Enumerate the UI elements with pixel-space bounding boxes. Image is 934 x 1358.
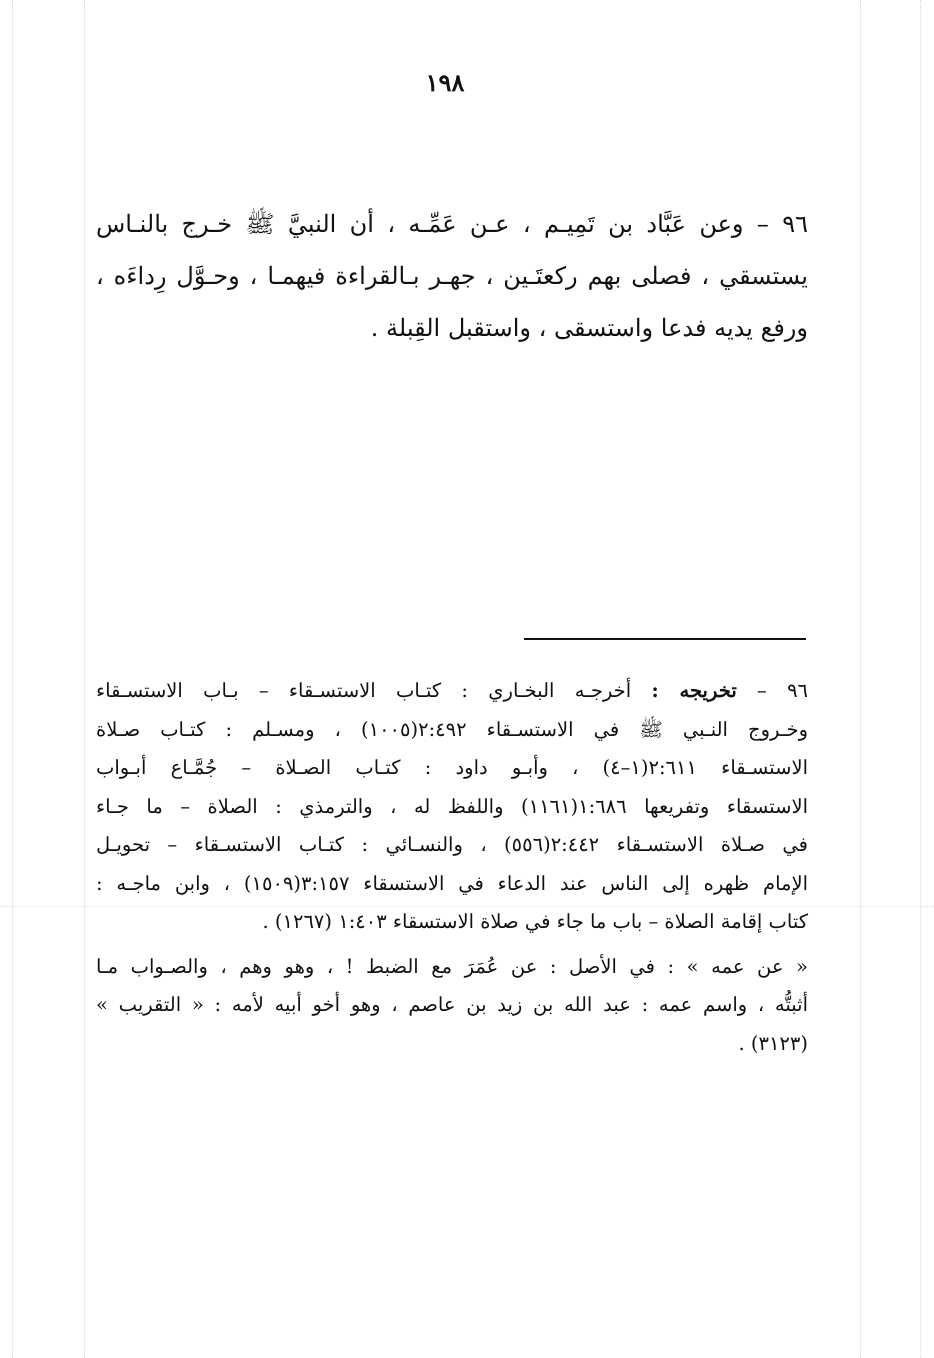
scan-guide-line xyxy=(920,0,921,1358)
takhrij-first-line xyxy=(96,672,808,711)
hadith-line: ورفع يديه فدعا واستسقى ، واستقبل القِبلة . xyxy=(370,314,808,342)
footnotes xyxy=(96,672,808,1063)
footnote-separator xyxy=(524,638,806,640)
hadith-line: ٩٦ – وعن عَبَّاد بن تَمِيـم ، عـن عَمِّـه ، أن النبيَّ ﷺ خـرج بالنـاس xyxy=(96,210,808,238)
takhrij-line: الإمام ظهره إلى الناس عند الدعاء في الاستسقاء ٣:١٥٧(١٥٠٩) ، وابن ماجـه : xyxy=(96,871,808,895)
scan-guide-line xyxy=(12,0,13,1358)
hadith-text xyxy=(96,198,808,354)
footnote-number: ٩٦ – xyxy=(757,679,809,702)
note-line: « عن عمه » : في الأصل : عن عُمَرَ مع الضبط ! ، وهو وهم ، والصـواب مـا xyxy=(96,954,808,978)
takhrij-line: وخـروج النـبي ﷺ في الاستسـقاء ٢:٤٩٢(١٠٠٥) ، ومسـلم : كتـاب صـلاة xyxy=(96,717,809,741)
hadith-line: يستسقي ، فصلى بهم ركعتَـين ، جهـر بـالقراءة فيهمـا ، وحـوَّل رِداءَه ، xyxy=(96,262,808,290)
takhrij-line: الاستسـقاء ٢:٦١١(١–٤) ، وأبـو داود : كتـاب الصـلاة – جُمَّـاع أبـواب xyxy=(96,756,808,779)
scan-guide-line xyxy=(84,0,85,1358)
takhrij-heading: تخريجه : xyxy=(651,679,737,702)
page-number: ١٩٨ xyxy=(425,68,465,97)
takhrij-line: كتاب إقامة الصلاة – باب ما جاء في صلاة الاستسقاء ١:٤٠٣ (١٢٦٧) . xyxy=(262,910,808,933)
takhrij-line: أخرجـه البخـاري : كتـاب الاستسـقاء – بـاب الاستسـقاء xyxy=(96,679,632,702)
takhrij-line: في صـلاة الاستسـقاء ٢:٤٤٢(٥٥٦) ، والنسـائي : كتـاب الاستسـقاء – تحويـل xyxy=(96,833,808,856)
scan-guide-line xyxy=(860,0,861,1358)
note-line: (٣١٢٣) . xyxy=(738,1031,808,1055)
note-line: أثبتُّه ، واسم عمه : عبد الله بن زيد بن عاصم ، وهو أخو أبيه لأمه : « التقريب » xyxy=(96,993,808,1016)
takhrij-line: الاستسقاء وتفريعها ١:٦٨٦(١١٦١) واللفظ له ، والترمذي : الصلاة – ما جـاء xyxy=(96,794,808,818)
